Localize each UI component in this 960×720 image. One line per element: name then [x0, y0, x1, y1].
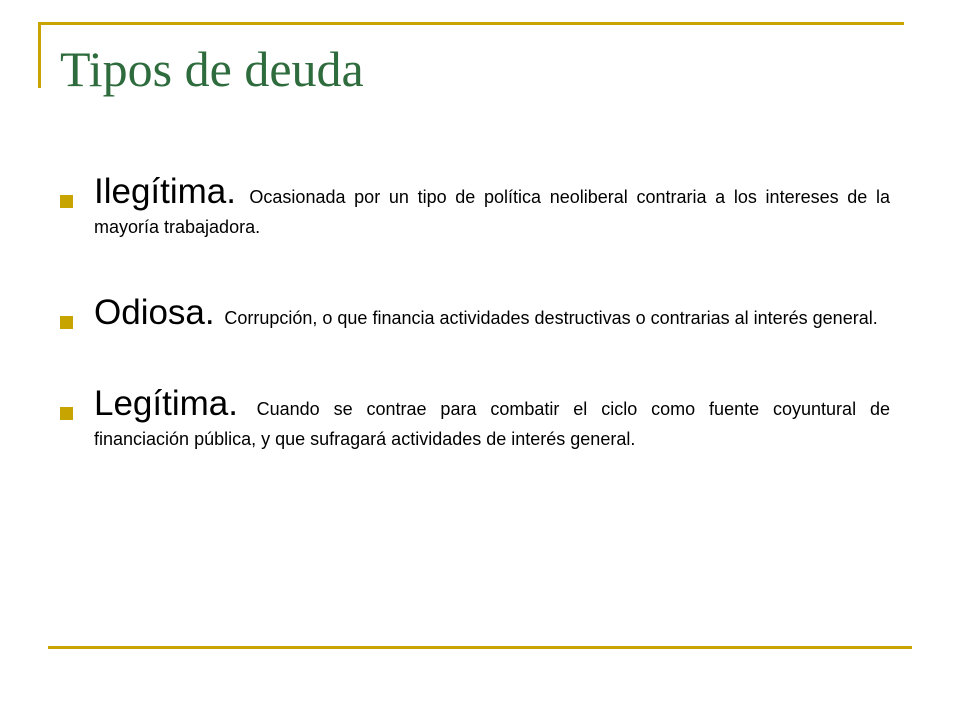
bullet-term: Odiosa. [94, 293, 225, 332]
bullet-item-legitima [60, 384, 890, 454]
top-divider-line [38, 22, 904, 25]
bullet-term: Ilegítima. [94, 172, 250, 211]
bottom-divider-line [48, 646, 912, 649]
left-divider-line [38, 22, 41, 88]
bullet-term: Legítima. [94, 384, 257, 423]
slide-title: Tipos de deuda [60, 41, 364, 97]
square-bullet-icon [60, 316, 73, 329]
square-bullet-icon [60, 195, 73, 208]
bullet-description: Ocasionada por un tipo de política neoliberal contraria a los intereses de la mayoría trabajadora. [94, 187, 890, 237]
square-bullet-icon [60, 407, 73, 420]
bullet-description: Cuando se contrae para combatir el ciclo como fuente coyuntural de financiación pública, y que sufragará actividades de interés general. [94, 399, 890, 449]
bullet-item-ilegitima [60, 172, 890, 242]
bullet-item-odiosa [60, 293, 890, 333]
bullet-list [60, 172, 890, 505]
bullet-description: Corrupción, o que financia actividades destructivas o contrarias al interés general. [224, 308, 878, 328]
